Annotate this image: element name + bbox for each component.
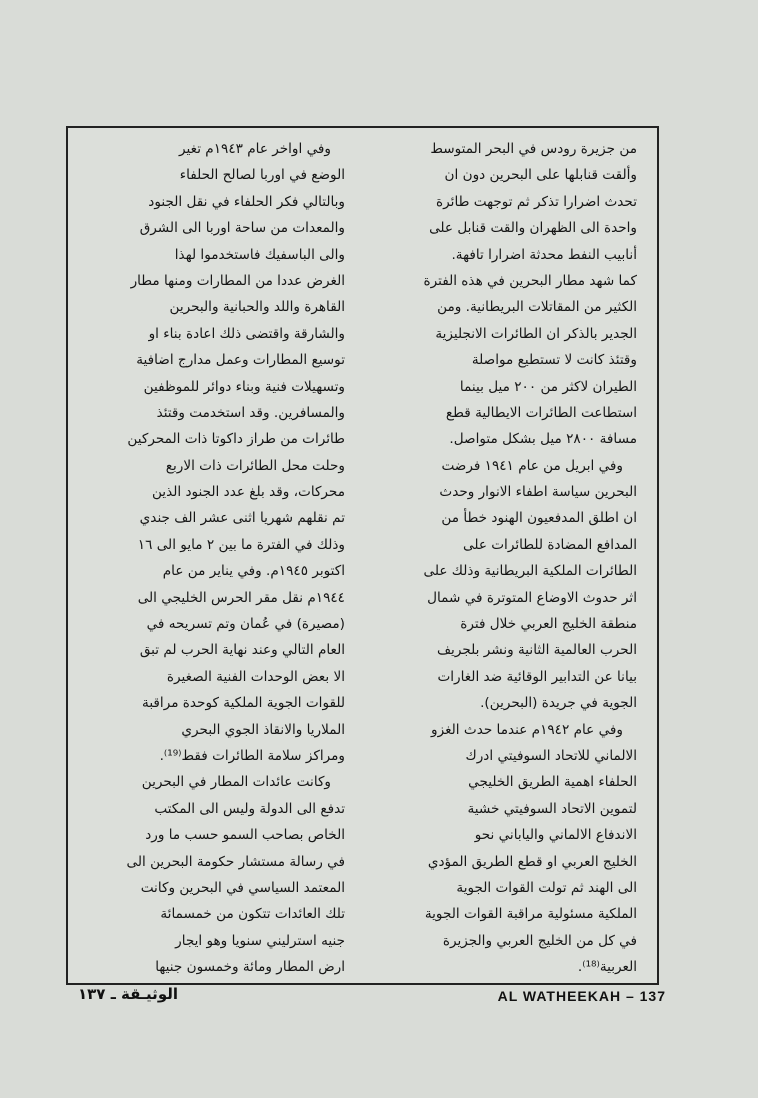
text-line: وحلت محل الطائرات ذات الاربع: [165, 457, 345, 474]
text-line: في رسالة مستشار حكومة البحرين الى: [126, 853, 345, 870]
text-line: الوضع في اوربا لصالح الحلفاء: [179, 167, 345, 184]
text-line: الخاص بصاحب السمو حسب ما ورد: [145, 827, 345, 844]
text-line: وبالتالي فكر الحلفاء في نقل الجنود: [148, 193, 345, 210]
text-line: وقتئذ كانت لا تستطيع مواصلة: [471, 352, 637, 369]
text-line: الطيران لاكثر من ٢٠٠ ميل بينما: [459, 378, 637, 395]
paragraph-start-line: وفي عام ١٩٤٢م عندما حدث الغزو: [431, 721, 623, 738]
text-line: الا بعض الوحدات الفنية الصغيرة: [166, 668, 345, 685]
text-line: الخليج العربي او قطع الطريق المؤدي: [427, 853, 637, 870]
text-line: بيانا عن التدابير الوقائية ضد الغارات: [437, 668, 637, 685]
text-line: مسافة ٢٨٠٠ ميل بشكل متواصل.: [449, 431, 637, 448]
text-line: والمعدات من ساحة اوربا الى الشرق: [139, 220, 345, 237]
text-line: تلك العائدات تتكون من خمسمائة: [160, 906, 345, 923]
text-line: الاندفاع الالماني والياباني نحو: [474, 827, 637, 844]
text-line: تم نقلهم شهريا اثنى عشر الف جندي: [139, 510, 345, 527]
text-line: طائرات من طراز داكوتا ذات المحركين: [127, 431, 345, 448]
text-line: من جزيرة رودس في البحر المتوسط: [430, 141, 637, 157]
footer-arabic-page-number: الوثيـقة ـ ١٣٧: [78, 985, 178, 1003]
text-line: منطقة الخليج العربي خلال فترة: [460, 616, 637, 633]
text-line: ارض المطار ومائة وخمسون جنيها: [155, 959, 345, 976]
text-line: البحرين سياسة اطفاء الانوار وحدث: [439, 484, 637, 501]
text-line: الملكية مسئولية مراقبة القوات الجوية: [424, 906, 637, 923]
text-line: اثر حدوث الاوضاع المتوترة في شمال: [427, 589, 637, 606]
paragraph-start-line: وكانت عائدات المطار في البحرين: [141, 774, 331, 791]
text-line: القاهرة واللد والحبانية والبحرين: [169, 299, 345, 316]
text-line: استطاعت الطائرات الايطالية قطع: [445, 404, 637, 421]
paragraph-start-line: وفي ابريل من عام ١٩٤١ فرضت: [441, 457, 623, 474]
text-line: الغرض عددا من المطارات ومنها مطار: [130, 272, 345, 289]
text-line: الالماني للاتحاد السوفيتي ادرك: [465, 747, 637, 764]
text-line: والمسافرين. وقد استخدمت وقتئذ: [156, 404, 345, 421]
text-frame: [66, 126, 659, 985]
text-line: الحرب العالمية الثانية ونشر بلجريف: [436, 642, 637, 659]
text-line: ان اطلق المدفعيون الهنود خطأ من: [441, 510, 637, 527]
text-line: الطائرات الملكية البريطانية وذلك على: [423, 563, 637, 580]
text-line: الجدير بالذكر ان الطائرات الانجليزية: [435, 325, 637, 342]
text-line: العام التالي وعند نهاية الحرب لم تبق: [139, 642, 345, 659]
text-line: الكثير من المقاتلات البريطانية. ومن: [437, 299, 637, 316]
text-line: للقوات الجوية الملكية كوحدة مراقبة: [142, 695, 345, 712]
text-line: الحلفاء اهمية الطريق الخليجي: [468, 774, 637, 791]
text-line: أنابيب النفط محدثة اضرارا تافهة.: [451, 246, 637, 263]
text-line: وتسهيلات فنية وبناء دوائر للموظفين: [143, 378, 345, 395]
left-column: [80, 136, 345, 981]
text-line: الجوية في جريدة (البحرين).: [480, 695, 637, 712]
text-line: العربية⁽¹⁸⁾.: [577, 959, 637, 976]
text-line: كما شهد مطار البحرين في هذه الفترة: [423, 272, 637, 289]
text-line: توسيع المطارات وعمل مدارج اضافية: [136, 352, 345, 369]
text-line: لتموين الاتحاد السوفيتي خشية: [467, 800, 637, 817]
text-line: المعتمد السياسي في البحرين وكانت: [140, 879, 345, 896]
text-line: المدافع المضادة للطائرات على: [462, 536, 637, 553]
text-line: ١٩٤٤م نقل مقر الحرس الخليجي الى: [137, 589, 345, 606]
text-line: الملاريا والانقاذ الجوي البحري: [181, 721, 345, 738]
text-line: جنيه استرليني سنويا وهو ايجار: [175, 932, 345, 949]
text-line: ومراكز سلامة الطائرات فقط⁽¹⁹⁾.: [159, 747, 345, 764]
text-line: تدفع الى الدولة وليس الى المكتب: [154, 800, 345, 817]
text-line: محركات، وقد بلغ عدد الجنود الذين: [151, 484, 345, 501]
text-line: في كل من الخليج العربي والجزيرة: [442, 932, 637, 949]
text-line: وذلك في الفترة ما بين ٢ مايو الى ١٦: [137, 536, 345, 553]
text-line: تحدث اضرارا تذكر ثم توجهت طائرة: [436, 193, 637, 210]
text-line: والى الباسفيك فاستخدموا لهذا: [174, 246, 345, 263]
footer-english-page-number: AL WATHEEKAH – 137: [497, 988, 666, 1004]
text-line: (مصيرة) في عُمان وتم تسريحه في: [146, 616, 345, 633]
text-line: واحدة الى الظهران والقت قنابل على: [429, 220, 637, 237]
text-line: الى الهند ثم تولت القوات الجوية: [456, 879, 637, 896]
text-line: والشارقة واقتضى ذلك اعادة بناء او: [148, 325, 345, 342]
text-line: وألقت قنابلها على البحرين دون ان: [444, 167, 637, 184]
paragraph-start-line: وفي اواخر عام ١٩٤٣م تغير: [179, 141, 331, 157]
right-column: [375, 136, 637, 981]
text-line: اكتوبر ١٩٤٥م. وفي يناير من عام: [162, 563, 345, 580]
